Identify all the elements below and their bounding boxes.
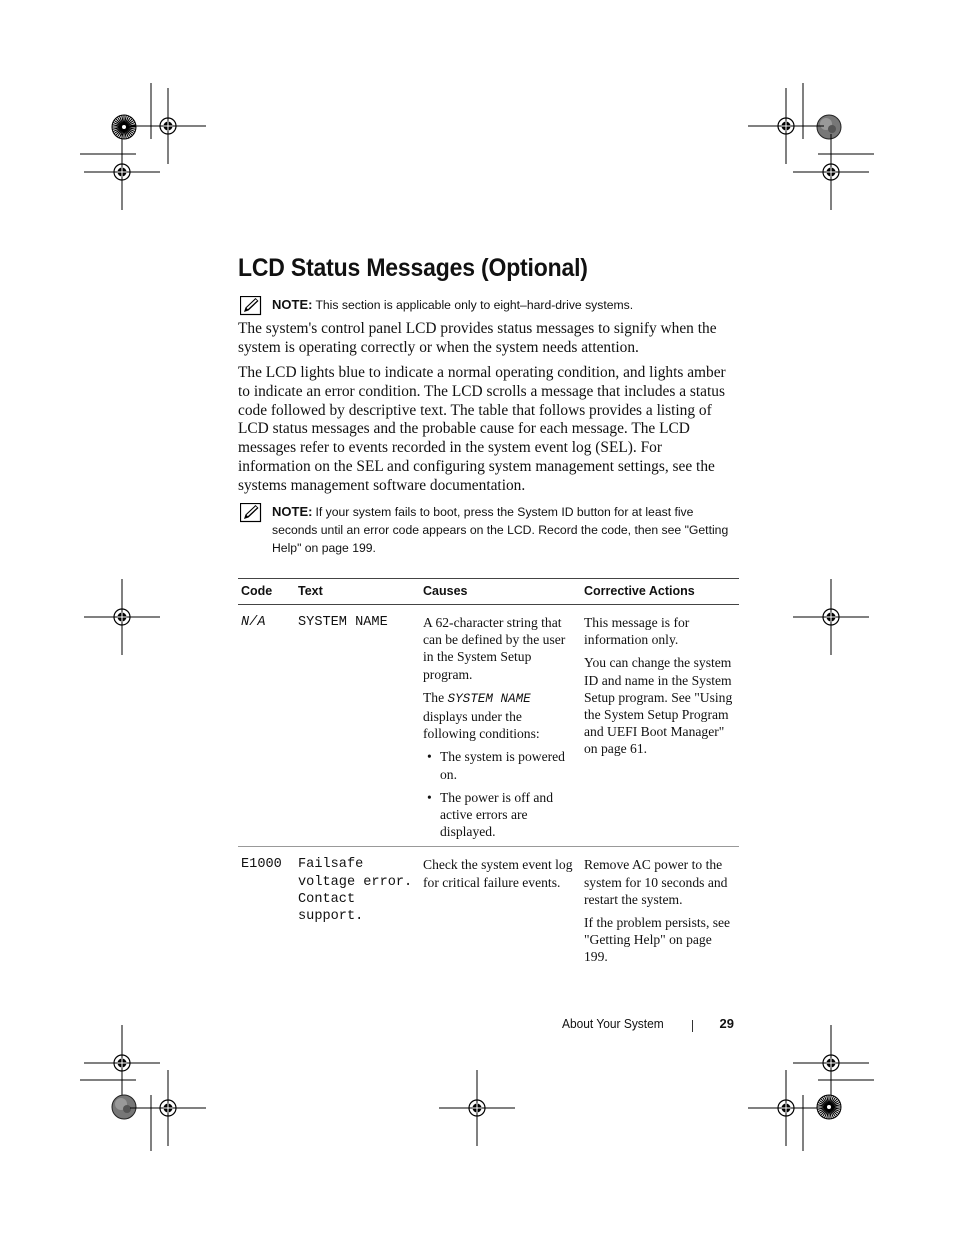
page-title: LCD Status Messages (Optional): [238, 254, 588, 282]
action-text: If the problem persists, see "Getting Help" on page 199.: [584, 915, 731, 965]
row-causes: [420, 847, 581, 972]
action-text: This message is for information only.: [584, 615, 690, 648]
list-item: • The system is powered on.: [427, 749, 565, 782]
cause-conditions: The SYSTEM NAME displays under the following conditions:: [423, 689, 540, 742]
page-number: 29: [719, 1016, 734, 1031]
footer-section-title: About Your System: [562, 1016, 664, 1031]
row-causes: [420, 605, 581, 847]
condition-list: [423, 748, 578, 840]
note-boot-failure: [238, 503, 738, 557]
lcd-description-paragraph: The LCD lights blue to indicate a normal operating condition, and lights amber to indicate an error condition. The LCD scrolls a message that includes a status code followed by descriptive text. The table that follows provides a listing of LCD status messages and the probable cause for each message. The LCD messages refer to events recorded in the system event log (SEL). For information on the SEL and configuring system management settings, see the systems management software documentation.: [238, 364, 726, 494]
action-text: Remove AC power to the system for 10 seconds and restart the system.: [584, 857, 728, 907]
row-actions: [581, 605, 739, 847]
row-code: N/A: [238, 605, 295, 847]
note-text: If your system fails to boot, press the System ID button for at least five seconds until an error code appears on the LCD. Record the code, then see "Getting Help" on page 199.: [272, 505, 729, 555]
header-causes: Causes: [420, 579, 581, 605]
intro-paragraph: The system's control panel LCD provides status messages to signify when the system is operating correctly or when the system needs attention.: [238, 320, 717, 356]
cause-intro: A 62-character string that can be defined by the user in the System Setup program.: [423, 615, 566, 682]
note-label: NOTE:: [272, 504, 313, 519]
header-corrective-actions: Corrective Actions: [581, 579, 739, 605]
row-actions: [581, 847, 739, 972]
header-text: Text: [295, 579, 420, 605]
list-item: • The power is off and active errors are displayed.: [427, 789, 553, 840]
row-text: SYSTEM NAME: [295, 605, 420, 847]
table-row: [238, 605, 739, 847]
header-code: Code: [238, 579, 295, 605]
note-label: NOTE:: [272, 297, 313, 312]
table-header-row: [238, 579, 739, 605]
action-text: You can change the system ID and name in the System Setup program. See "Using the System Setup Program and UEFI Boot Manager" on page 61.: [584, 655, 733, 757]
footer-divider: [692, 1020, 693, 1032]
note-pencil-icon: [240, 296, 262, 316]
row-code: E1000: [241, 857, 282, 873]
table-row: [238, 847, 739, 972]
lcd-status-table: [238, 578, 739, 972]
note-pencil-icon: [240, 503, 262, 523]
row-text: Failsafe voltage error. Contact support.: [298, 857, 413, 925]
cause-text: Check the system event log for critical failure events.: [423, 857, 573, 890]
note-text: This section is applicable only to eight–hard-drive systems.: [315, 298, 634, 312]
note-eight-drive: [238, 296, 738, 314]
